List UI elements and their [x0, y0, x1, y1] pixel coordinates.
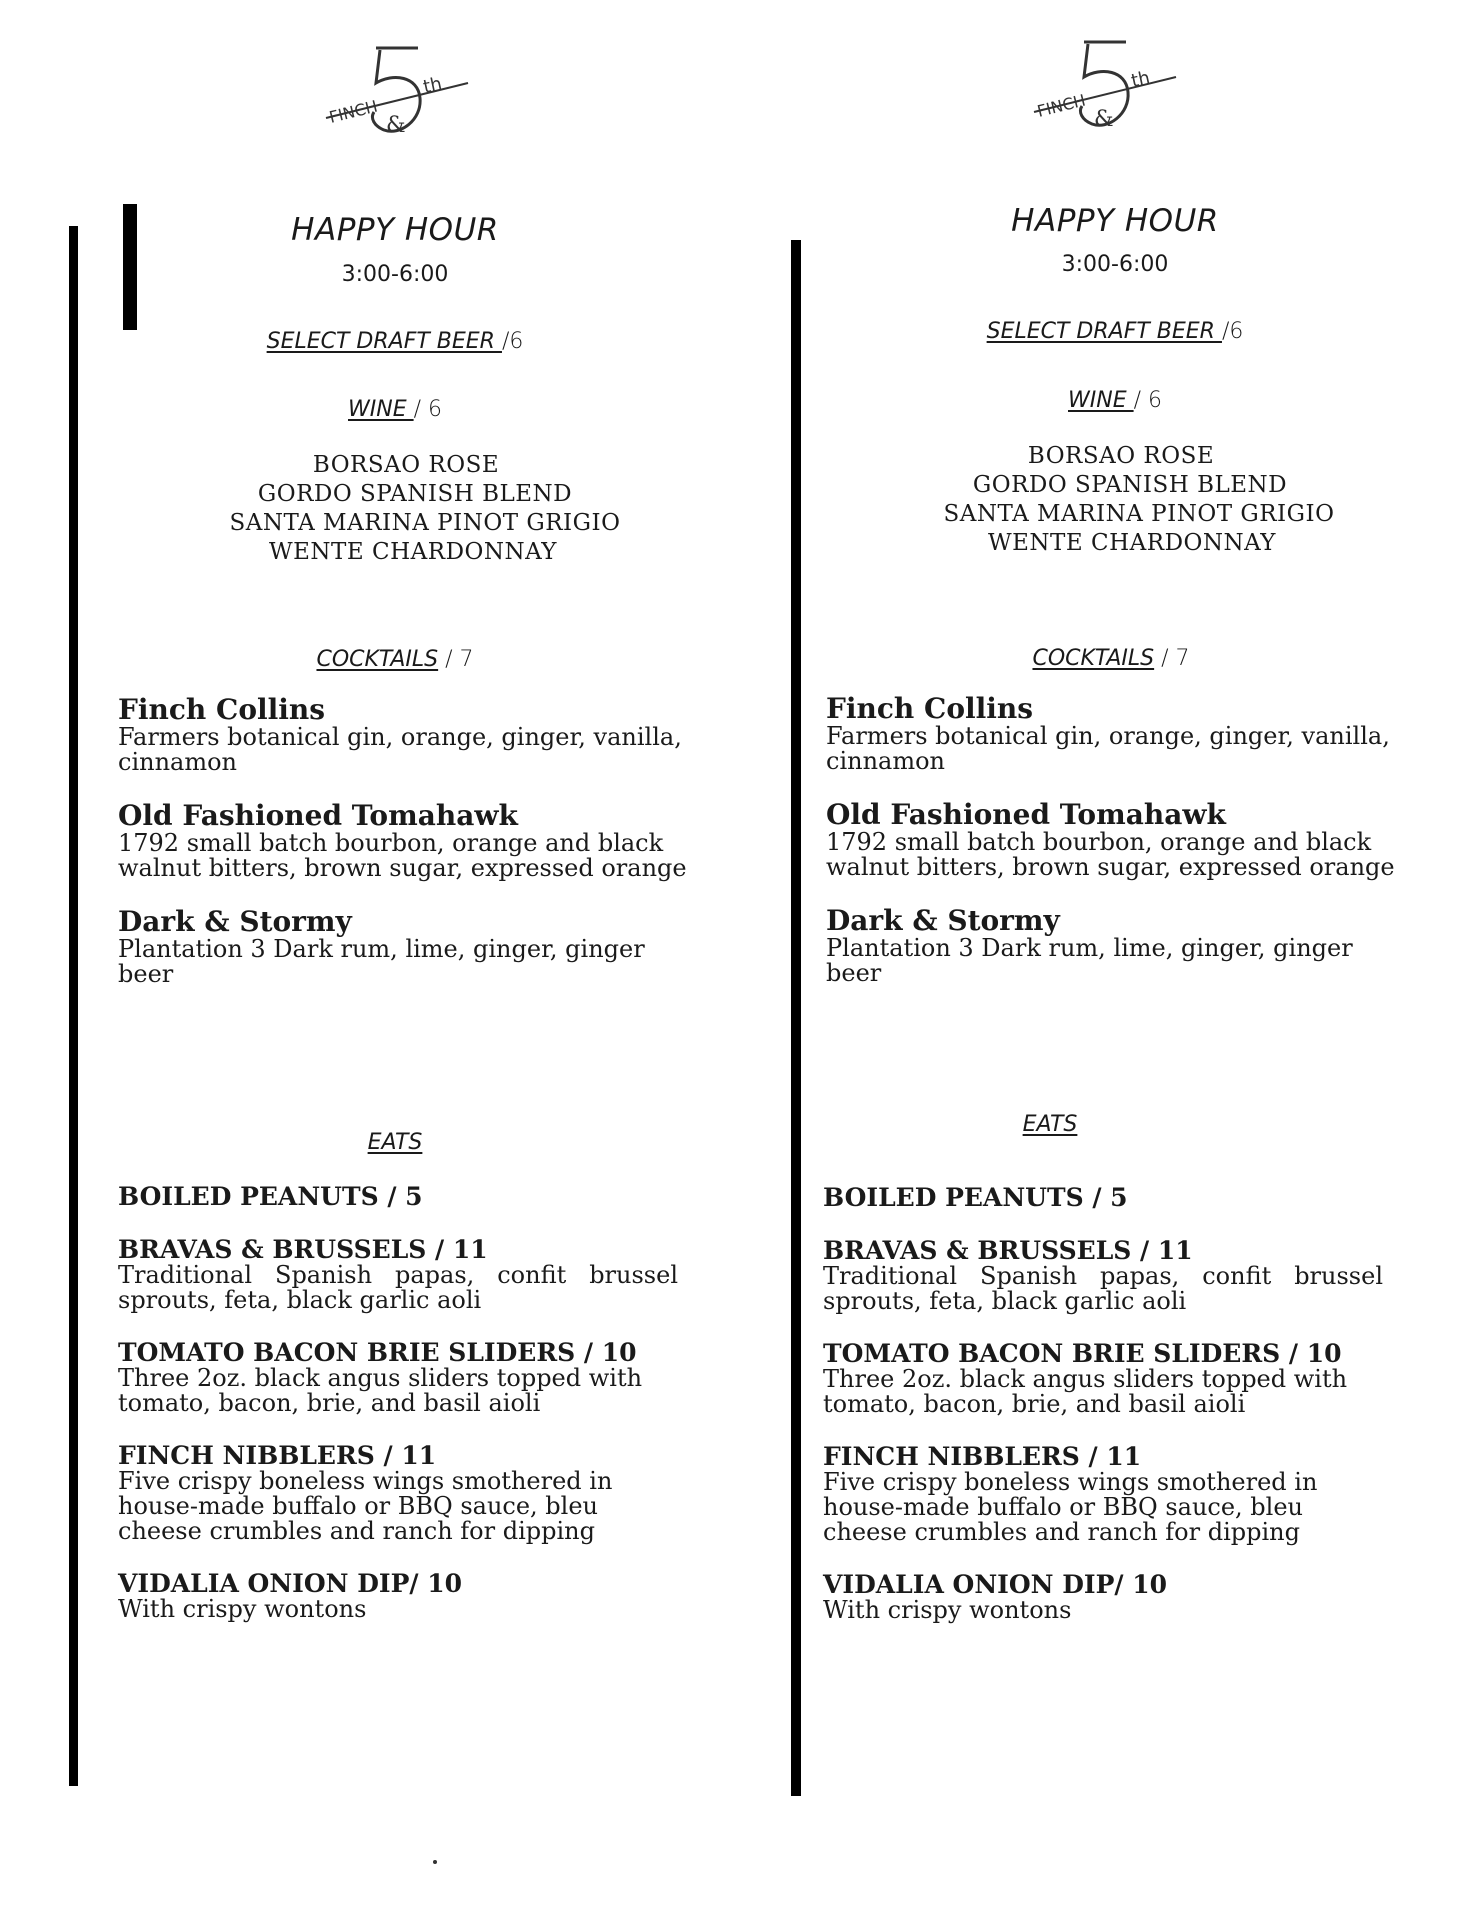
wine-price: / 6 — [1133, 388, 1162, 413]
cocktails-price: / 7 — [438, 647, 474, 672]
wine-price: / 6 — [413, 397, 442, 422]
food-description: Three 2oz. black angus sliders topped with — [118, 1364, 643, 1392]
wine-item: GORDO SPANISH BLEND — [972, 472, 1288, 498]
accent-bar — [123, 204, 137, 330]
logo-mark — [318, 38, 488, 148]
logo-text-th: th — [1129, 67, 1152, 92]
cocktail-list — [826, 694, 1406, 1012]
food-name: FINCH NIBBLERS / 11 — [823, 1442, 1142, 1471]
food-item — [823, 1340, 1383, 1417]
cocktail-description: cinnamon — [118, 748, 238, 776]
food-description: With crispy wontons — [823, 1596, 1072, 1624]
draft-beer-heading — [915, 319, 1315, 344]
wine-item: WENTE CHARDONNAY — [269, 539, 557, 565]
food-name: VIDALIA ONION DIP/ 10 — [118, 1569, 462, 1598]
cocktail-item — [118, 907, 698, 987]
wine-list — [195, 451, 655, 567]
food-name: TOMATO BACON BRIE SLIDERS / 10 — [118, 1338, 637, 1367]
cocktail-description: 1792 small batch bourbon, orange and black — [826, 828, 1372, 856]
food-description: Traditional Spanish papas, confit brussel — [118, 1261, 678, 1289]
cocktails-price: / 7 — [1154, 646, 1190, 671]
logo-text-finch: FINCH — [327, 96, 380, 127]
draft-beer-heading — [195, 329, 595, 354]
cocktail-name: Dark & Stormy — [826, 904, 1060, 937]
food-description: Five crispy boneless wings smothered in — [118, 1467, 613, 1495]
wine-heading — [195, 397, 595, 422]
food-description: With crispy wontons — [118, 1595, 367, 1623]
wine-item: SANTA MARINA PINOT GRIGIO — [229, 510, 621, 536]
cocktails-label: COCKTAILS — [316, 647, 439, 672]
logo-mark — [1026, 32, 1196, 142]
wine-label: WINE — [1068, 388, 1134, 413]
food-description: house-made buffalo or BBQ sauce, bleu — [823, 1493, 1303, 1521]
wine-item: SANTA MARINA PINOT GRIGIO — [943, 501, 1335, 527]
draft-beer-label: SELECT DRAFT BEER — [986, 319, 1222, 344]
food-item — [118, 1442, 678, 1544]
cocktail-description: Plantation 3 Dark rum, lime, ginger, ginger — [118, 935, 645, 963]
cocktail-name: Old Fashioned Tomahawk — [826, 798, 1226, 831]
food-item — [823, 1571, 1383, 1623]
food-item — [118, 1570, 678, 1622]
cocktail-name: Old Fashioned Tomahawk — [118, 799, 518, 832]
wine-label: WINE — [348, 397, 414, 422]
cocktail-description: Farmers botanical gin, orange, ginger, vanilla, — [118, 723, 682, 751]
hours: 3:00-6:00 — [341, 262, 449, 287]
cocktail-item — [826, 906, 1406, 986]
eats-label: EATS — [1022, 1112, 1078, 1137]
food-item — [118, 1183, 678, 1210]
menu-title: HAPPY HOUR — [1011, 203, 1219, 239]
cocktail-item — [826, 800, 1406, 880]
food-name: BOILED PEANUTS / 5 — [823, 1183, 1128, 1212]
food-description: Three 2oz. black angus sliders topped with — [823, 1365, 1348, 1393]
draft-beer-price: /6 — [501, 329, 524, 354]
food-description: Five crispy boneless wings smothered in — [823, 1468, 1318, 1496]
cocktails-label: COCKTAILS — [1032, 646, 1155, 671]
eats-list — [118, 1183, 678, 1648]
menu-panel-right — [710, 0, 1452, 1920]
logo-text-amp: & — [386, 113, 406, 138]
wine-item: WENTE CHARDONNAY — [988, 530, 1276, 556]
cocktail-name: Finch Collins — [826, 692, 1034, 725]
cocktail-description: walnut bitters, brown sugar, expressed orange — [118, 854, 687, 882]
stray-dot — [433, 1860, 437, 1864]
menu-title: HAPPY HOUR — [291, 212, 499, 248]
food-description: cheese crumbles and ranch for dipping — [118, 1517, 595, 1545]
cocktail-description: 1792 small batch bourbon, orange and black — [118, 829, 664, 857]
cocktails-heading — [911, 646, 1311, 671]
food-description: sprouts, feta, black garlic aoli — [823, 1287, 1187, 1315]
food-name: FINCH NIBBLERS / 11 — [118, 1441, 437, 1470]
food-item — [118, 1236, 678, 1313]
food-item — [118, 1339, 678, 1416]
food-name: BOILED PEANUTS / 5 — [118, 1182, 423, 1211]
food-description: cheese crumbles and ranch for dipping — [823, 1518, 1300, 1546]
wine-heading — [915, 388, 1315, 413]
food-name: BRAVAS & BRUSSELS / 11 — [118, 1235, 488, 1264]
eats-heading — [850, 1112, 1250, 1137]
finch-and-5th-logo — [318, 38, 488, 148]
cocktail-description: cinnamon — [826, 747, 946, 775]
wine-item: BORSAO ROSE — [1027, 443, 1215, 469]
logo-text-th: th — [421, 73, 444, 98]
cocktail-list — [118, 695, 698, 1013]
finch-and-5th-logo — [1026, 32, 1196, 142]
eats-label: EATS — [367, 1130, 423, 1155]
cocktail-item — [826, 694, 1406, 774]
cocktail-name: Dark & Stormy — [118, 905, 352, 938]
hours: 3:00-6:00 — [1061, 252, 1169, 277]
draft-beer-price: /6 — [1221, 319, 1244, 344]
cocktail-description: beer — [826, 959, 882, 987]
cocktail-description: walnut bitters, brown sugar, expressed orange — [826, 853, 1395, 881]
food-name: VIDALIA ONION DIP/ 10 — [823, 1570, 1167, 1599]
food-description: tomato, bacon, brie, and basil aioli — [118, 1389, 541, 1417]
food-item — [823, 1237, 1383, 1314]
wine-item: GORDO SPANISH BLEND — [257, 481, 573, 507]
wine-item: BORSAO ROSE — [312, 452, 500, 478]
cocktails-heading — [195, 647, 595, 672]
draft-beer-label: SELECT DRAFT BEER — [266, 329, 502, 354]
wine-list — [909, 442, 1369, 558]
food-name: BRAVAS & BRUSSELS / 11 — [823, 1236, 1193, 1265]
cocktail-description: Farmers botanical gin, orange, ginger, vanilla, — [826, 722, 1390, 750]
cocktail-description: Plantation 3 Dark rum, lime, ginger, ginger — [826, 934, 1353, 962]
food-description: tomato, bacon, brie, and basil aioli — [823, 1390, 1246, 1418]
cocktail-description: beer — [118, 960, 174, 988]
food-name: TOMATO BACON BRIE SLIDERS / 10 — [823, 1339, 1342, 1368]
food-description: house-made buffalo or BBQ sauce, bleu — [118, 1492, 598, 1520]
food-description: sprouts, feta, black garlic aoli — [118, 1286, 482, 1314]
food-item — [823, 1443, 1383, 1545]
food-description: Traditional Spanish papas, confit brussel — [823, 1262, 1383, 1290]
cocktail-item — [118, 695, 698, 775]
left-vertical-rule — [69, 226, 78, 1786]
food-item — [823, 1184, 1383, 1211]
eats-list — [823, 1184, 1383, 1649]
cocktail-name: Finch Collins — [118, 693, 326, 726]
eats-heading — [195, 1130, 595, 1155]
logo-text-amp: & — [1094, 107, 1114, 132]
cocktail-item — [118, 801, 698, 881]
logo-text-finch: FINCH — [1035, 90, 1088, 121]
right-vertical-rule — [791, 240, 801, 1796]
